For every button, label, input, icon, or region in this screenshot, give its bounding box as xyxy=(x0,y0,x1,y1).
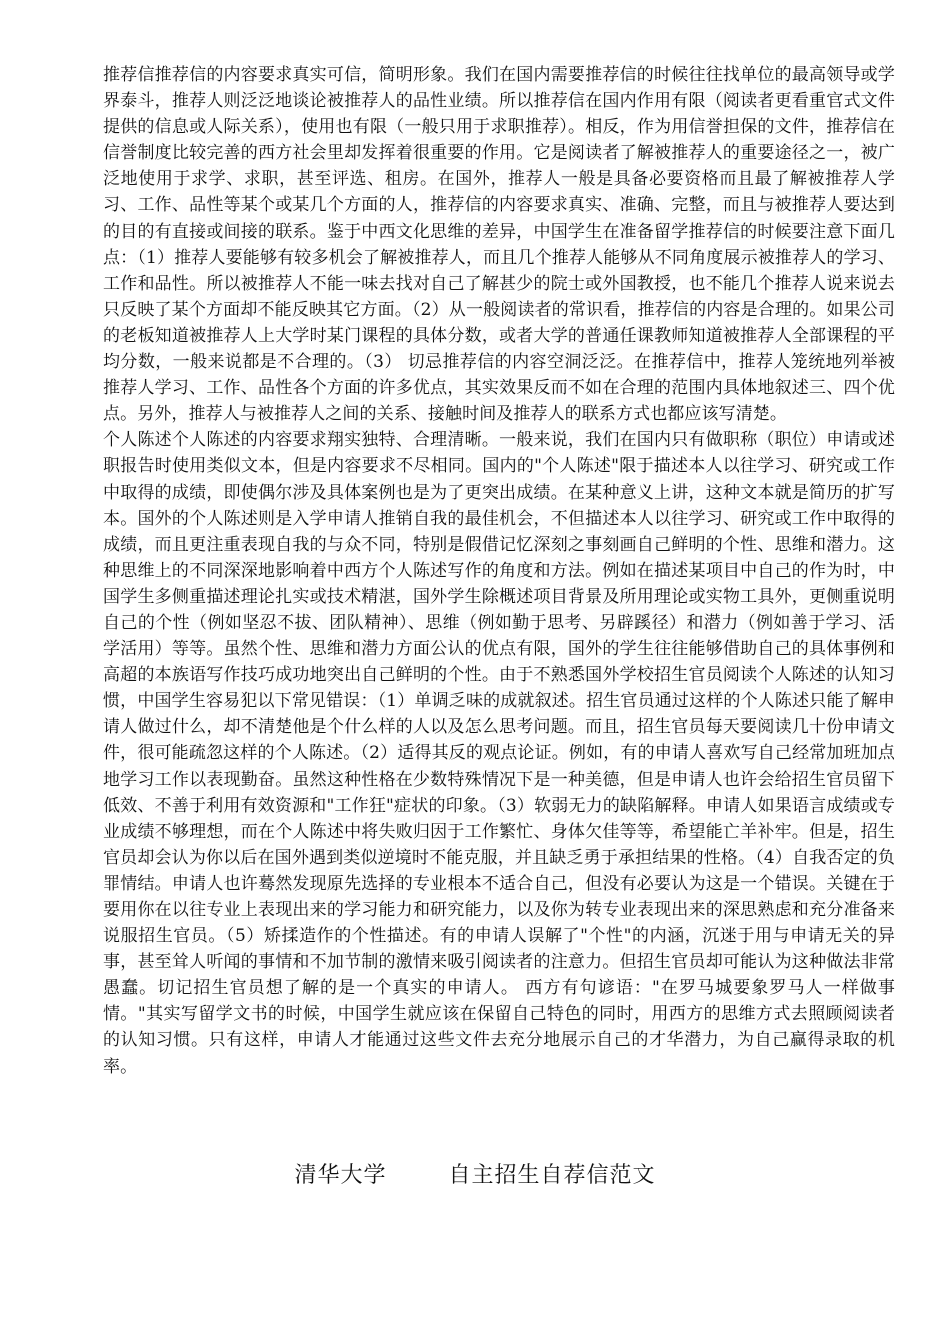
paragraph-personal-statement: 个人陈述个人陈述的内容要求翔实独特、合理清晰。一般来说，我们在国内只有做职称（职位）申请或述职报告时使用类似文本，但是内容要求不尽相同。国内的"个人陈述"限于描述本人以往学习、研究或工作中取得的成绩，即使偶尔涉及具体案例也是为了更突出成绩。在某种意义上讲，这种文本就是简历的扩写本。国外的个人陈述则是入学申请人推销自我的最佳机会，不但描述本人以往学习、研究或工作中取得的成绩，而且更注重表现自我的与众不同，特别是假借记忆深刻之事刻画自己鲜明的个性、思维和潜力。这种思维上的不同深深地影响着中西方个人陈述写作的角度和方法。例如在描述某项目中自己的作为时，中国学生多侧重描述理论扎实或技术精湛，国外学生除概述项目背景及所用理论或实物工具外，更侧重说明自己的个性（例如坚忍不拔、团队精神）、思维（例如勤于思考、另辟蹊径）和潜力（例如善于学习、活学活用）等等。虽然个性、思维和潜力方面公认的优点有限，国外的学生往往能够借助自己的具体事例和高超的本族语写作技巧成功地突出自己鲜明的个性。由于不熟悉国外学校招生官员阅读个人陈述的认知习惯，中国学生容易犯以下常见错误：（1）单调乏味的成就叙述。招生官员通过这样的个人陈述只能了解申请人做过什么，却不清楚他是个什么样的人以及怎么思考问题。而且，招生官员每天要阅读几十份申请文件，很可能疏忽这样的个人陈述。（2）适得其反的观点论证。例如，有的申请人喜欢写自己经常加班加点地学习工作以表现勤奋。虽然这种性格在少数特殊情况下是一种美德，但是申请人也许会给招生官员留下低效、不善于利用有效资源和"工作狂"症状的印象。（3）软弱无力的缺陷解释。申请人如果语言成绩或专业成绩不够理想，而在个人陈述中将失败归因于工作繁忙、身体欠佳等等，希望能亡羊补牢。但是，招生官员却会认为你以后在国外遇到类似逆境时不能克服，并且缺乏勇于承担结果的性格。（4）自我否定的负罪情结。申请人也许蓦然发现原先选择的专业根本不适合自己，但没有必要认为这是一个错误。关键在于要用你在以往专业上表现出来的学习能力和研究能力，以及你为转专业表现出来的深思熟虑和充分准备来说服招生官员。（5）矫揉造作的个性描述。有的申请人误解了"个性"的内涵，沉迷于用与申请无关的异事，甚至耸人听闻的事情和不加节制的激情来吸引阅读者的注意力。但招生官员却可能认为这种做法非常愚蠢。切记招生官员想了解的是一个真实的申请人。 西方有句谚语："在罗马城要象罗马人一样做事情。"其实写留学文书的时候，中国学生就应该在保留自己特色的同时，用西方的思维方式去照顾阅读者的认知习惯。只有这样，申请人才能通过这些文件去充分地展示自己的才华潜力，为自己赢得录取的机率。 xyxy=(103,430,895,1077)
document-title xyxy=(0,1160,950,1192)
paragraph-recommendation-letter: 推荐信推荐信的内容要求真实可信，简明形象。我们在国内需要推荐信的时候往往找单位的最高领导或学界泰斗，推荐人则泛泛地谈论被推荐人的品性业绩。所以推荐信在国内作用有限（阅读者更看重官式文件提供的信息或人际关系），使用也有限（一般只用于求职推荐）。相反，作为用信誉担保的文件，推荐信在信誉制度比较完善的西方社会里却发挥着很重要的作用。它是阅读者了解被推荐人的重要途径之一，被广泛地使用于求学、求职，甚至评选、租房。在国外，推荐人一般是具备必要资格而且最了解被推荐人学习、工作、品性等某个或某几个方面的人，推荐信的内容要求真实、准确、完整，而且与被推荐人要达到的目的有直接或间接的联系。鉴于中西文化思维的差异，中国学生在准备留学推荐信的时候要注意下面几点：（1）推荐人要能够有较多机会了解被推荐人，而且几个推荐人能够从不同角度展示被推荐人的学习、工作和品性。所以被推荐人不能一味去找对自己了解甚少的院士或外国教授，也不能几个推荐人说来说去只反映了某个方面却不能反映其它方面。（2）从一般阅读者的常识看，推荐信的内容是合理的。如果公司的老板知道被推荐人上大学时某门课程的具体分数，或者大学的普通任课教师知道被推荐人全部课程的平均分数，一般来说都是不合理的。（3） 切忌推荐信的内容空洞泛泛。在推荐信中，推荐人笼统地列举被推荐人学习、工作、品性各个方面的许多优点，其实效果反而不如在合理的范围内具体地叙述三、四个优点。另外，推荐人与被推荐人之间的关系、接触时间及推荐人的联系方式也都应该写清楚。 xyxy=(103,65,895,425)
document-body xyxy=(103,62,895,1080)
title-subject: 自主招生自荐信范文 xyxy=(448,1163,656,1188)
title-university: 清华大学 xyxy=(294,1163,387,1188)
